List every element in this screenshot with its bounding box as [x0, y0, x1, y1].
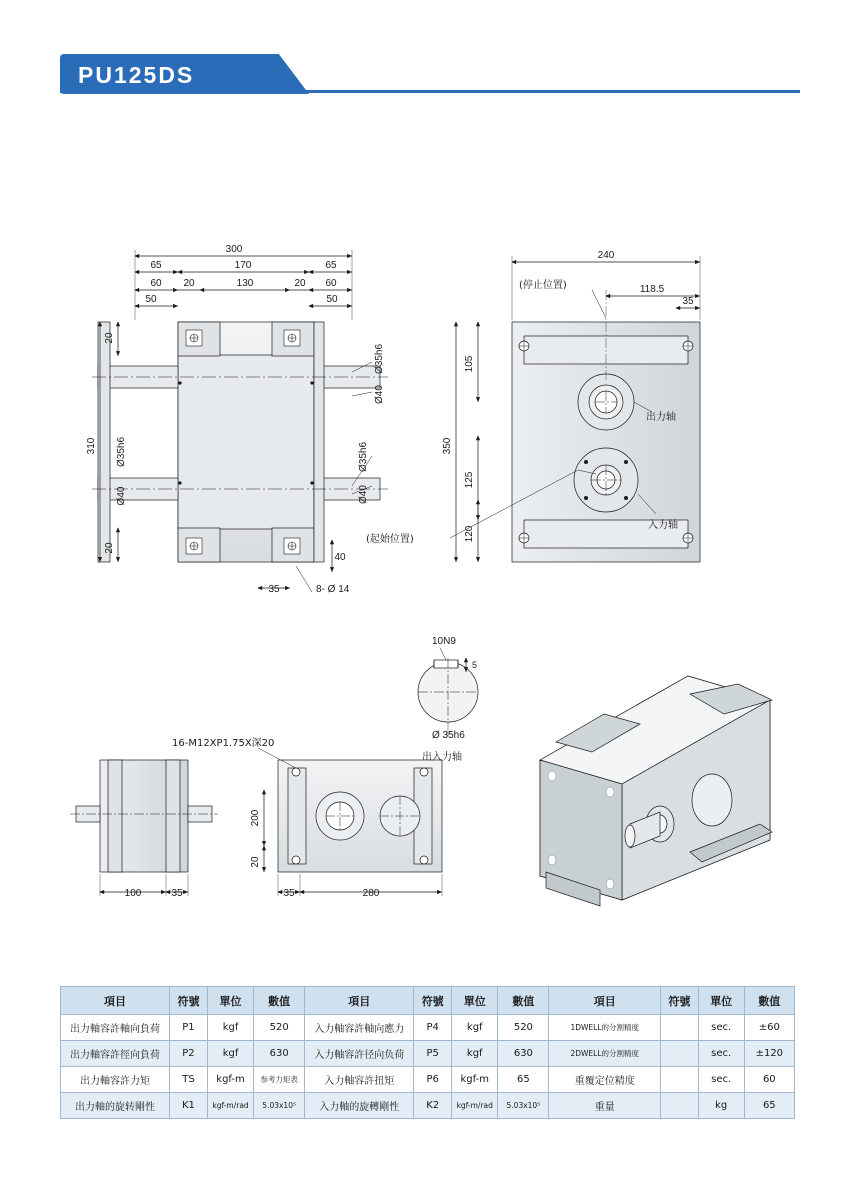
cell: 出力軸容許徑向負荷 [61, 1041, 170, 1067]
cell: K1 [169, 1093, 207, 1119]
isometric-view-group [540, 676, 772, 906]
dim-65-left: 65 [150, 260, 162, 271]
cell: 520 [254, 1015, 305, 1041]
dia-40-right-top: Ø40 [374, 385, 385, 404]
table-header-row [61, 987, 795, 1015]
dia-35h6-right-bot: Ø35h6 [358, 441, 369, 472]
table-row [61, 1093, 795, 1119]
bottom-view-group [258, 748, 442, 896]
cell: P1 [169, 1015, 207, 1041]
cell: 入力軸容許軸向應力 [305, 1015, 414, 1041]
cell: 65 [744, 1093, 794, 1119]
cell: 5.03x10⁵ [254, 1093, 305, 1119]
cell: 1DWELL的分割精度 [549, 1015, 661, 1041]
cell: 入力軸的旋轉剛性 [305, 1093, 414, 1119]
dim-105: 105 [464, 355, 475, 373]
dim-120: 120 [464, 525, 475, 543]
dim-350: 350 [442, 437, 453, 455]
dim-60-left: 60 [150, 278, 162, 289]
dim-240: 240 [597, 250, 615, 261]
label-output-shaft: 出力轴 [646, 412, 676, 423]
cell [661, 1041, 699, 1067]
cell: ±120 [744, 1041, 794, 1067]
dim-118-5: 118.5 [639, 284, 665, 295]
cell: kgf [452, 1015, 498, 1041]
cell [661, 1015, 699, 1041]
cell [661, 1093, 699, 1119]
cell: sec. [698, 1067, 744, 1093]
dim-50-right: 50 [326, 294, 338, 305]
dim-35-front: 35 [682, 296, 694, 307]
side-view-group [70, 760, 218, 896]
dim-60-right: 60 [325, 278, 337, 289]
thread-note: 16-M12XP1.75X深20 [172, 738, 275, 749]
cell: 520 [498, 1015, 549, 1041]
th-unit-3: 單位 [698, 987, 744, 1015]
cell: 参考力矩表 [254, 1067, 305, 1093]
th-symbol-3: 符號 [661, 987, 699, 1015]
cell: 630 [254, 1041, 305, 1067]
th-item-3: 項目 [549, 987, 661, 1015]
dim-20-bottom: 20 [104, 542, 115, 554]
table-row [61, 1041, 795, 1067]
dim-20-bottom-view: 20 [250, 856, 261, 868]
dim-280: 280 [362, 888, 380, 899]
th-item-2: 項目 [305, 987, 414, 1015]
dim-35-top-view: 35 [268, 584, 280, 595]
shaft-detail-group [418, 648, 478, 736]
key-spec-10n9: 10N9 [432, 636, 456, 647]
th-value-2: 數值 [498, 987, 549, 1015]
th-symbol-1: 符號 [169, 987, 207, 1015]
cell: sec. [698, 1041, 744, 1067]
top-view-group [92, 250, 388, 592]
table-row [61, 1067, 795, 1093]
dia-40-right-bot: Ø40 [358, 485, 369, 504]
dim-65-right: 65 [325, 260, 337, 271]
cell: 出力軸容許力矩 [61, 1067, 170, 1093]
dim-125: 125 [464, 471, 475, 489]
cell: kgf [207, 1015, 253, 1041]
cell: kgf-m [452, 1067, 498, 1093]
cell: 入力軸容許径向负荷 [305, 1041, 414, 1067]
cell: kgf-m/rad [452, 1093, 498, 1119]
dim-40-block: 40 [334, 552, 346, 563]
shaft-detail-caption: 出入力轴 [422, 752, 462, 763]
table-row [61, 1015, 795, 1041]
cell: 出力軸的旋转剛性 [61, 1093, 170, 1119]
th-item-1: 項目 [61, 987, 170, 1015]
cell: ±60 [744, 1015, 794, 1041]
th-value-1: 數值 [254, 987, 305, 1015]
note-stop-position: (停止位置) [519, 280, 567, 291]
dim-100: 100 [124, 888, 142, 899]
th-symbol-2: 符號 [414, 987, 452, 1015]
key-depth: 5 [472, 660, 478, 670]
hole-note: 8- Ø 14 [316, 584, 350, 595]
cell: TS [169, 1067, 207, 1093]
cell: K2 [414, 1093, 452, 1119]
cell: kgf [452, 1041, 498, 1067]
cell: P6 [414, 1067, 452, 1093]
cell: 2DWELL的分割精度 [549, 1041, 661, 1067]
shaft-diameter: Ø 35h6 [432, 730, 465, 741]
cell: 60 [744, 1067, 794, 1093]
note-start-position: (起始位置) [366, 534, 414, 545]
cell: P5 [414, 1041, 452, 1067]
dim-130: 130 [236, 278, 254, 289]
cell: P4 [414, 1015, 452, 1041]
specification-table [60, 986, 795, 1119]
cell: kgf-m/rad [207, 1093, 253, 1119]
cell: kgf-m [207, 1067, 253, 1093]
cell: 630 [498, 1041, 549, 1067]
dia-35h6-left: Ø35h6 [116, 436, 127, 468]
cell: 65 [498, 1067, 549, 1093]
front-view-group [450, 256, 700, 562]
cell: kg [698, 1093, 744, 1119]
cell: 重覆定位精度 [549, 1067, 661, 1093]
cell: 出力軸容許軸向負荷 [61, 1015, 170, 1041]
dim-310: 310 [86, 437, 97, 455]
dim-35-side: 35 [171, 888, 183, 899]
label-input-shaft: 入力轴 [648, 520, 678, 531]
dia-35h6-right-top: Ø35h6 [374, 343, 385, 374]
cell: 5.03x10⁵ [498, 1093, 549, 1119]
cell: 入力軸容許扭矩 [305, 1067, 414, 1093]
dim-50-left: 50 [145, 294, 157, 305]
dim-20-a: 20 [183, 278, 195, 289]
dim-170: 170 [234, 260, 252, 271]
cell: kgf [207, 1041, 253, 1067]
th-value-3: 數值 [744, 987, 794, 1015]
th-unit-1: 單位 [207, 987, 253, 1015]
dim-20-top: 20 [104, 332, 115, 344]
cell: 重量 [549, 1093, 661, 1119]
cell [661, 1067, 699, 1093]
dim-20-b: 20 [294, 278, 306, 289]
dim-300: 300 [225, 244, 243, 255]
cell: sec. [698, 1015, 744, 1041]
page-title: PU125DS [78, 62, 195, 88]
dia-40-left: Ø40 [116, 486, 127, 506]
dim-200: 200 [250, 809, 261, 827]
th-unit-2: 單位 [452, 987, 498, 1015]
cell: P2 [169, 1041, 207, 1067]
dim-35-bottom: 35 [283, 888, 295, 899]
